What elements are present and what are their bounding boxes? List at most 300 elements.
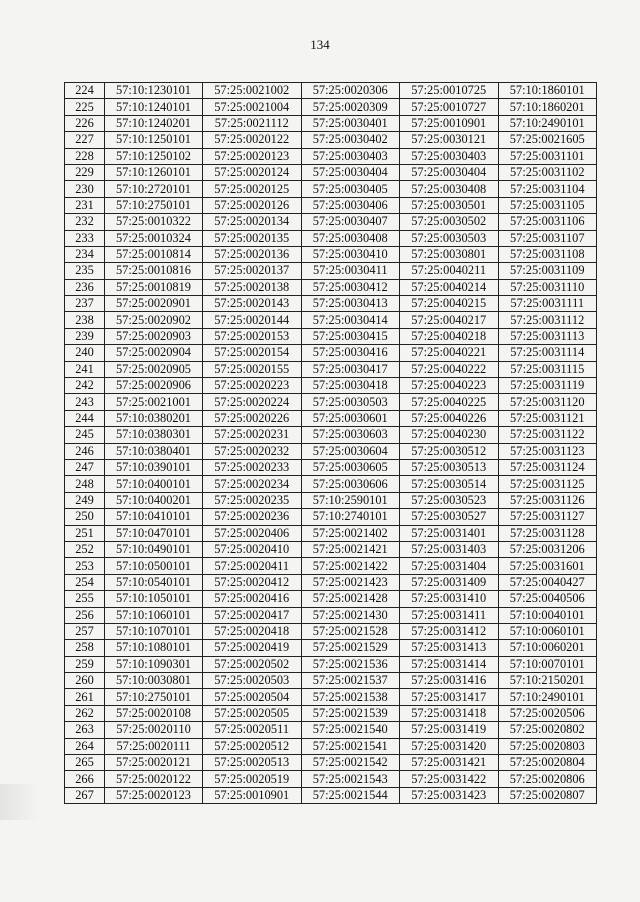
row-number-cell: 240 bbox=[65, 345, 105, 361]
cadastral-number-cell: 57:25:0021543 bbox=[301, 771, 400, 787]
cadastral-number-cell: 57:25:0030417 bbox=[301, 361, 400, 377]
cadastral-number-cell: 57:25:0020802 bbox=[498, 722, 597, 738]
cadastral-number-cell: 57:25:0020137 bbox=[203, 263, 302, 279]
cadastral-number-cell: 57:25:0021421 bbox=[301, 541, 400, 557]
table-row bbox=[65, 443, 597, 459]
cadastral-number-cell: 57:25:0020503 bbox=[203, 673, 302, 689]
cadastral-number-cell: 57:25:0020143 bbox=[203, 296, 302, 312]
cadastral-number-cell: 57:25:0021001 bbox=[105, 394, 203, 410]
cadastral-number-cell: 57:25:0020416 bbox=[203, 591, 302, 607]
cadastral-number-cell: 57:25:0020154 bbox=[203, 345, 302, 361]
table-row bbox=[65, 673, 597, 689]
cadastral-number-cell: 57:25:0031107 bbox=[498, 230, 597, 246]
cadastral-number-cell: 57:25:0010901 bbox=[400, 115, 499, 131]
cadastral-number-cell: 57:25:0020804 bbox=[498, 755, 597, 771]
row-number-cell: 236 bbox=[65, 279, 105, 295]
table-row bbox=[65, 115, 597, 131]
cadastral-number-cell: 57:25:0040222 bbox=[400, 361, 499, 377]
cadastral-number-cell: 57:25:0031413 bbox=[400, 640, 499, 656]
cadastral-number-cell: 57:10:1860101 bbox=[498, 83, 597, 99]
row-number-cell: 231 bbox=[65, 197, 105, 213]
row-number-cell: 230 bbox=[65, 181, 105, 197]
table-row bbox=[65, 492, 597, 508]
cadastral-number-cell: 57:25:0031409 bbox=[400, 574, 499, 590]
cadastral-number-cell: 57:10:0040101 bbox=[498, 607, 597, 623]
cadastral-number-cell: 57:10:1240201 bbox=[105, 115, 203, 131]
cadastral-number-cell: 57:25:0031124 bbox=[498, 459, 597, 475]
cadastral-number-cell: 57:10:1240101 bbox=[105, 99, 203, 115]
cadastral-number-cell: 57:25:0030408 bbox=[301, 230, 400, 246]
row-number-cell: 246 bbox=[65, 443, 105, 459]
cadastral-number-cell: 57:25:0031123 bbox=[498, 443, 597, 459]
cadastral-number-cell: 57:25:0020233 bbox=[203, 459, 302, 475]
cadastral-number-cell: 57:25:0040215 bbox=[400, 296, 499, 312]
cadastral-number-cell: 57:25:0030407 bbox=[301, 214, 400, 230]
cadastral-number-cell: 57:25:0021538 bbox=[301, 689, 400, 705]
cadastral-number-cell: 57:25:0031414 bbox=[400, 656, 499, 672]
cadastral-number-cell: 57:25:0030523 bbox=[400, 492, 499, 508]
row-number-cell: 265 bbox=[65, 755, 105, 771]
cadastral-number-cell: 57:25:0030418 bbox=[301, 378, 400, 394]
cadastral-number-cell: 57:25:0020232 bbox=[203, 443, 302, 459]
cadastral-number-cell: 57:25:0030414 bbox=[301, 312, 400, 328]
row-number-cell: 254 bbox=[65, 574, 105, 590]
cadastral-number-cell: 57:10:0060101 bbox=[498, 623, 597, 639]
cadastral-number-cell: 57:25:0031404 bbox=[400, 558, 499, 574]
cadastral-number-cell: 57:25:0021423 bbox=[301, 574, 400, 590]
cadastral-number-cell: 57:25:0030501 bbox=[400, 197, 499, 213]
cadastral-number-cell: 57:25:0020223 bbox=[203, 378, 302, 394]
cadastral-number-cell: 57:25:0021112 bbox=[203, 115, 302, 131]
cadastral-number-cell: 57:25:0031105 bbox=[498, 197, 597, 213]
cadastral-number-cell: 57:25:0020155 bbox=[203, 361, 302, 377]
cadastral-number-cell: 57:25:0040506 bbox=[498, 591, 597, 607]
cadastral-number-cell: 57:25:0040225 bbox=[400, 394, 499, 410]
cadastral-number-cell: 57:25:0030601 bbox=[301, 410, 400, 426]
cadastral-number-cell: 57:25:0031126 bbox=[498, 492, 597, 508]
cadastral-number-cell: 57:10:0030801 bbox=[105, 673, 203, 689]
cadastral-number-cell: 57:10:0470101 bbox=[105, 525, 203, 541]
cadastral-number-cell: 57:25:0020123 bbox=[105, 787, 203, 803]
cadastral-number-cell: 57:25:0031113 bbox=[498, 328, 597, 344]
cadastral-number-cell: 57:25:0020309 bbox=[301, 99, 400, 115]
cadastral-number-cell: 57:25:0020412 bbox=[203, 574, 302, 590]
cadastral-number-cell: 57:25:0030527 bbox=[400, 509, 499, 525]
cadastral-number-cell: 57:10:2590101 bbox=[301, 492, 400, 508]
page-number: 134 bbox=[310, 37, 330, 52]
cadastral-number-cell: 57:25:0031110 bbox=[498, 279, 597, 295]
cadastral-number-cell: 57:25:0020902 bbox=[105, 312, 203, 328]
table-row bbox=[65, 509, 597, 525]
cadastral-number-cell: 57:25:0031403 bbox=[400, 541, 499, 557]
cadastral-number-cell: 57:10:0380401 bbox=[105, 443, 203, 459]
cadastral-number-cell: 57:25:0030606 bbox=[301, 476, 400, 492]
cadastral-number-cell: 57:10:2150201 bbox=[498, 673, 597, 689]
cadastral-number-cell: 57:25:0020419 bbox=[203, 640, 302, 656]
cadastral-number-cell: 57:25:0030121 bbox=[400, 132, 499, 148]
cadastral-number-cell: 57:25:0030503 bbox=[400, 230, 499, 246]
cadastral-number-table bbox=[64, 82, 597, 804]
table-row bbox=[65, 230, 597, 246]
cadastral-number-cell: 57:25:0030408 bbox=[400, 181, 499, 197]
cadastral-number-cell: 57:25:0030416 bbox=[301, 345, 400, 361]
table-row bbox=[65, 738, 597, 754]
cadastral-number-cell: 57:25:0030411 bbox=[301, 263, 400, 279]
cadastral-number-cell: 57:25:0020519 bbox=[203, 771, 302, 787]
table-row bbox=[65, 525, 597, 541]
cadastral-number-cell: 57:25:0030502 bbox=[400, 214, 499, 230]
cadastral-number-cell: 57:25:0031423 bbox=[400, 787, 499, 803]
cadastral-number-cell: 57:25:0030513 bbox=[400, 459, 499, 475]
cadastral-number-cell: 57:25:0010322 bbox=[105, 214, 203, 230]
cadastral-number-cell: 57:25:0021540 bbox=[301, 722, 400, 738]
cadastral-number-cell: 57:25:0020904 bbox=[105, 345, 203, 361]
cadastral-number-cell: 57:10:0060201 bbox=[498, 640, 597, 656]
row-number-cell: 253 bbox=[65, 558, 105, 574]
cadastral-number-cell: 57:25:0040211 bbox=[400, 263, 499, 279]
cadastral-number-cell: 57:25:0021004 bbox=[203, 99, 302, 115]
row-number-cell: 257 bbox=[65, 623, 105, 639]
cadastral-number-cell: 57:25:0020126 bbox=[203, 197, 302, 213]
table-row bbox=[65, 83, 597, 99]
row-number-cell: 248 bbox=[65, 476, 105, 492]
cadastral-number-cell: 57:10:2750101 bbox=[105, 689, 203, 705]
table-row bbox=[65, 263, 597, 279]
cadastral-number-cell: 57:25:0031128 bbox=[498, 525, 597, 541]
cadastral-number-cell: 57:10:0380201 bbox=[105, 410, 203, 426]
cadastral-number-cell: 57:25:0030406 bbox=[301, 197, 400, 213]
cadastral-number-cell: 57:10:2490101 bbox=[498, 115, 597, 131]
cadastral-number-cell: 57:10:1230101 bbox=[105, 83, 203, 99]
table-row bbox=[65, 181, 597, 197]
table-row bbox=[65, 132, 597, 148]
row-number-cell: 261 bbox=[65, 689, 105, 705]
cadastral-number-cell: 57:10:2740101 bbox=[301, 509, 400, 525]
row-number-cell: 229 bbox=[65, 164, 105, 180]
table-row bbox=[65, 378, 597, 394]
cadastral-number-cell: 57:25:0020806 bbox=[498, 771, 597, 787]
table-row bbox=[65, 705, 597, 721]
table-row bbox=[65, 214, 597, 230]
cadastral-number-cell: 57:25:0020513 bbox=[203, 755, 302, 771]
table-row bbox=[65, 476, 597, 492]
cadastral-number-cell: 57:25:0020123 bbox=[203, 148, 302, 164]
cadastral-number-cell: 57:25:0020905 bbox=[105, 361, 203, 377]
cadastral-number-cell: 57:25:0031125 bbox=[498, 476, 597, 492]
cadastral-number-cell: 57:25:0031418 bbox=[400, 705, 499, 721]
cadastral-number-cell: 57:25:0020236 bbox=[203, 509, 302, 525]
cadastral-number-cell: 57:25:0020406 bbox=[203, 525, 302, 541]
cadastral-number-cell: 57:25:0030503 bbox=[301, 394, 400, 410]
table-body bbox=[65, 83, 597, 804]
cadastral-number-cell: 57:10:2490101 bbox=[498, 689, 597, 705]
table-row bbox=[65, 328, 597, 344]
row-number-cell: 263 bbox=[65, 722, 105, 738]
cadastral-number-cell: 57:10:2750101 bbox=[105, 197, 203, 213]
cadastral-number-cell: 57:25:0031422 bbox=[400, 771, 499, 787]
cadastral-number-cell: 57:25:0020226 bbox=[203, 410, 302, 426]
cadastral-number-cell: 57:25:0020803 bbox=[498, 738, 597, 754]
table-row bbox=[65, 787, 597, 803]
cadastral-number-cell: 57:25:0030801 bbox=[400, 246, 499, 262]
cadastral-number-cell: 57:25:0030405 bbox=[301, 181, 400, 197]
row-number-cell: 226 bbox=[65, 115, 105, 131]
row-number-cell: 232 bbox=[65, 214, 105, 230]
table-row bbox=[65, 689, 597, 705]
table-row bbox=[65, 410, 597, 426]
cadastral-number-cell: 57:25:0040427 bbox=[498, 574, 597, 590]
cadastral-number-cell: 57:25:0021539 bbox=[301, 705, 400, 721]
cadastral-number-cell: 57:25:0010814 bbox=[105, 246, 203, 262]
row-number-cell: 252 bbox=[65, 541, 105, 557]
table-row bbox=[65, 459, 597, 475]
cadastral-number-cell: 57:10:1250101 bbox=[105, 132, 203, 148]
cadastral-number-cell: 57:25:0020418 bbox=[203, 623, 302, 639]
cadastral-number-cell: 57:25:0040221 bbox=[400, 345, 499, 361]
cadastral-number-cell: 57:10:2720101 bbox=[105, 181, 203, 197]
table-row bbox=[65, 148, 597, 164]
row-number-cell: 235 bbox=[65, 263, 105, 279]
cadastral-number-cell: 57:10:0380301 bbox=[105, 427, 203, 443]
table-row bbox=[65, 312, 597, 328]
cadastral-number-cell: 57:25:0031115 bbox=[498, 361, 597, 377]
cadastral-number-cell: 57:25:0020906 bbox=[105, 378, 203, 394]
cadastral-number-cell: 57:25:0030412 bbox=[301, 279, 400, 295]
cadastral-number-cell: 57:25:0030415 bbox=[301, 328, 400, 344]
cadastral-number-cell: 57:25:0031112 bbox=[498, 312, 597, 328]
cadastral-number-cell: 57:25:0021430 bbox=[301, 607, 400, 623]
cadastral-number-cell: 57:25:0020124 bbox=[203, 164, 302, 180]
cadastral-number-cell: 57:25:0020235 bbox=[203, 492, 302, 508]
row-number-cell: 242 bbox=[65, 378, 105, 394]
table-row bbox=[65, 361, 597, 377]
cadastral-number-cell: 57:25:0010725 bbox=[400, 83, 499, 99]
cadastral-number-cell: 57:25:0040217 bbox=[400, 312, 499, 328]
cadastral-number-cell: 57:25:0040214 bbox=[400, 279, 499, 295]
cadastral-number-cell: 57:25:0031412 bbox=[400, 623, 499, 639]
cadastral-number-cell: 57:25:0020110 bbox=[105, 722, 203, 738]
cadastral-number-cell: 57:25:0030403 bbox=[301, 148, 400, 164]
cadastral-number-cell: 57:10:1080101 bbox=[105, 640, 203, 656]
cadastral-number-cell: 57:25:0021605 bbox=[498, 132, 597, 148]
table-row bbox=[65, 574, 597, 590]
cadastral-number-cell: 57:25:0031419 bbox=[400, 722, 499, 738]
cadastral-number-cell: 57:25:0020502 bbox=[203, 656, 302, 672]
row-number-cell: 244 bbox=[65, 410, 105, 426]
table-row bbox=[65, 394, 597, 410]
cadastral-number-cell: 57:10:1860201 bbox=[498, 99, 597, 115]
table-row bbox=[65, 99, 597, 115]
cadastral-number-cell: 57:25:0031119 bbox=[498, 378, 597, 394]
cadastral-number-cell: 57:25:0010324 bbox=[105, 230, 203, 246]
cadastral-number-cell: 57:25:0020505 bbox=[203, 705, 302, 721]
cadastral-number-cell: 57:25:0030603 bbox=[301, 427, 400, 443]
cadastral-number-cell: 57:10:0070101 bbox=[498, 656, 597, 672]
scan-edge-mark bbox=[0, 784, 40, 820]
row-number-cell: 225 bbox=[65, 99, 105, 115]
cadastral-number-cell: 57:25:0021002 bbox=[203, 83, 302, 99]
table-row bbox=[65, 246, 597, 262]
cadastral-number-cell: 57:25:0031401 bbox=[400, 525, 499, 541]
table-row bbox=[65, 427, 597, 443]
cadastral-number-cell: 57:25:0031108 bbox=[498, 246, 597, 262]
row-number-cell: 238 bbox=[65, 312, 105, 328]
row-number-cell: 255 bbox=[65, 591, 105, 607]
cadastral-number-cell: 57:25:0010816 bbox=[105, 263, 203, 279]
cadastral-number-cell: 57:25:0040223 bbox=[400, 378, 499, 394]
cadastral-number-cell: 57:25:0021528 bbox=[301, 623, 400, 639]
table-row bbox=[65, 279, 597, 295]
row-number-cell: 247 bbox=[65, 459, 105, 475]
cadastral-number-cell: 57:10:1250102 bbox=[105, 148, 203, 164]
cadastral-number-cell: 57:25:0031104 bbox=[498, 181, 597, 197]
cadastral-number-cell: 57:25:0010901 bbox=[203, 787, 302, 803]
cadastral-number-cell: 57:25:0020122 bbox=[203, 132, 302, 148]
row-number-cell: 249 bbox=[65, 492, 105, 508]
cadastral-number-cell: 57:25:0031416 bbox=[400, 673, 499, 689]
cadastral-number-cell: 57:25:0020144 bbox=[203, 312, 302, 328]
row-number-cell: 267 bbox=[65, 787, 105, 803]
cadastral-number-cell: 57:25:0021541 bbox=[301, 738, 400, 754]
table-row bbox=[65, 558, 597, 574]
table-row bbox=[65, 755, 597, 771]
cadastral-number-cell: 57:25:0030410 bbox=[301, 246, 400, 262]
row-number-cell: 251 bbox=[65, 525, 105, 541]
cadastral-number-cell: 57:25:0020306 bbox=[301, 83, 400, 99]
cadastral-number-cell: 57:25:0030402 bbox=[301, 132, 400, 148]
cadastral-number-cell: 57:10:0410101 bbox=[105, 509, 203, 525]
cadastral-number-cell: 57:25:0020134 bbox=[203, 214, 302, 230]
cadastral-number-cell: 57:25:0020234 bbox=[203, 476, 302, 492]
table-row bbox=[65, 197, 597, 213]
row-number-cell: 266 bbox=[65, 771, 105, 787]
table-row bbox=[65, 541, 597, 557]
cadastral-number-cell: 57:25:0020903 bbox=[105, 328, 203, 344]
cadastral-number-cell: 57:25:0031601 bbox=[498, 558, 597, 574]
cadastral-number-cell: 57:25:0020901 bbox=[105, 296, 203, 312]
cadastral-number-cell: 57:25:0031206 bbox=[498, 541, 597, 557]
row-number-cell: 262 bbox=[65, 705, 105, 721]
cadastral-number-cell: 57:25:0020417 bbox=[203, 607, 302, 623]
cadastral-number-cell: 57:25:0030401 bbox=[301, 115, 400, 131]
cadastral-number-cell: 57:10:0400201 bbox=[105, 492, 203, 508]
cadastral-number-cell: 57:25:0030512 bbox=[400, 443, 499, 459]
cadastral-number-cell: 57:25:0021542 bbox=[301, 755, 400, 771]
row-number-cell: 224 bbox=[65, 83, 105, 99]
cadastral-number-cell: 57:25:0031121 bbox=[498, 410, 597, 426]
cadastral-number-cell: 57:25:0031102 bbox=[498, 164, 597, 180]
cadastral-number-cell: 57:10:1050101 bbox=[105, 591, 203, 607]
cadastral-number-cell: 57:25:0031421 bbox=[400, 755, 499, 771]
cadastral-number-cell: 57:25:0031411 bbox=[400, 607, 499, 623]
row-number-cell: 227 bbox=[65, 132, 105, 148]
cadastral-number-cell: 57:25:0030404 bbox=[400, 164, 499, 180]
row-number-cell: 241 bbox=[65, 361, 105, 377]
cadastral-number-cell: 57:25:0020807 bbox=[498, 787, 597, 803]
table-row bbox=[65, 296, 597, 312]
cadastral-number-cell: 57:25:0031410 bbox=[400, 591, 499, 607]
cadastral-number-cell: 57:25:0031122 bbox=[498, 427, 597, 443]
cadastral-number-cell: 57:25:0021536 bbox=[301, 656, 400, 672]
cadastral-number-cell: 57:25:0020506 bbox=[498, 705, 597, 721]
cadastral-number-cell: 57:25:0031109 bbox=[498, 263, 597, 279]
row-number-cell: 245 bbox=[65, 427, 105, 443]
cadastral-number-cell: 57:25:0020511 bbox=[203, 722, 302, 738]
cadastral-number-cell: 57:25:0031420 bbox=[400, 738, 499, 754]
cadastral-number-cell: 57:25:0030605 bbox=[301, 459, 400, 475]
cadastral-number-cell: 57:10:1060101 bbox=[105, 607, 203, 623]
table-row bbox=[65, 623, 597, 639]
cadastral-number-cell: 57:25:0030403 bbox=[400, 148, 499, 164]
cadastral-number-cell: 57:25:0031127 bbox=[498, 509, 597, 525]
cadastral-number-cell: 57:25:0020138 bbox=[203, 279, 302, 295]
cadastral-number-cell: 57:25:0010727 bbox=[400, 99, 499, 115]
cadastral-number-cell: 57:10:0500101 bbox=[105, 558, 203, 574]
table-row bbox=[65, 656, 597, 672]
row-number-cell: 234 bbox=[65, 246, 105, 262]
row-number-cell: 228 bbox=[65, 148, 105, 164]
cadastral-number-cell: 57:25:0021544 bbox=[301, 787, 400, 803]
table-row bbox=[65, 607, 597, 623]
cadastral-number-cell: 57:25:0010819 bbox=[105, 279, 203, 295]
cadastral-number-cell: 57:25:0040218 bbox=[400, 328, 499, 344]
row-number-cell: 243 bbox=[65, 394, 105, 410]
table-row bbox=[65, 345, 597, 361]
cadastral-number-cell: 57:25:0020231 bbox=[203, 427, 302, 443]
row-number-cell: 264 bbox=[65, 738, 105, 754]
cadastral-number-cell: 57:25:0021402 bbox=[301, 525, 400, 541]
cadastral-number-cell: 57:25:0031106 bbox=[498, 214, 597, 230]
cadastral-number-cell: 57:25:0030413 bbox=[301, 296, 400, 312]
cadastral-number-cell: 57:25:0031101 bbox=[498, 148, 597, 164]
cadastral-number-cell: 57:25:0031114 bbox=[498, 345, 597, 361]
table-row bbox=[65, 591, 597, 607]
table-row bbox=[65, 722, 597, 738]
cadastral-number-cell: 57:25:0031417 bbox=[400, 689, 499, 705]
table-row bbox=[65, 771, 597, 787]
cadastral-number-cell: 57:25:0020125 bbox=[203, 181, 302, 197]
cadastral-number-cell: 57:25:0030604 bbox=[301, 443, 400, 459]
cadastral-number-cell: 57:25:0020121 bbox=[105, 755, 203, 771]
cadastral-number-cell: 57:25:0020512 bbox=[203, 738, 302, 754]
cadastral-number-cell: 57:10:0400101 bbox=[105, 476, 203, 492]
cadastral-number-cell: 57:25:0021537 bbox=[301, 673, 400, 689]
cadastral-number-cell: 57:25:0021422 bbox=[301, 558, 400, 574]
cadastral-number-cell: 57:25:0020135 bbox=[203, 230, 302, 246]
cadastral-number-cell: 57:10:0490101 bbox=[105, 541, 203, 557]
row-number-cell: 239 bbox=[65, 328, 105, 344]
cadastral-number-cell: 57:25:0020504 bbox=[203, 689, 302, 705]
cadastral-number-cell: 57:10:0540101 bbox=[105, 574, 203, 590]
cadastral-number-cell: 57:25:0020224 bbox=[203, 394, 302, 410]
cadastral-number-cell: 57:25:0031120 bbox=[498, 394, 597, 410]
cadastral-number-cell: 57:25:0021428 bbox=[301, 591, 400, 607]
cadastral-number-cell: 57:10:1070101 bbox=[105, 623, 203, 639]
cadastral-number-cell: 57:10:1090301 bbox=[105, 656, 203, 672]
cadastral-number-cell: 57:25:0040230 bbox=[400, 427, 499, 443]
cadastral-number-cell: 57:25:0031111 bbox=[498, 296, 597, 312]
cadastral-number-cell: 57:25:0020108 bbox=[105, 705, 203, 721]
cadastral-number-cell: 57:25:0040226 bbox=[400, 410, 499, 426]
cadastral-number-cell: 57:25:0020111 bbox=[105, 738, 203, 754]
cadastral-number-cell: 57:10:0390101 bbox=[105, 459, 203, 475]
row-number-cell: 237 bbox=[65, 296, 105, 312]
row-number-cell: 233 bbox=[65, 230, 105, 246]
cadastral-number-cell: 57:25:0020410 bbox=[203, 541, 302, 557]
table-row bbox=[65, 164, 597, 180]
cadastral-number-cell: 57:25:0021529 bbox=[301, 640, 400, 656]
cadastral-number-cell: 57:25:0020153 bbox=[203, 328, 302, 344]
